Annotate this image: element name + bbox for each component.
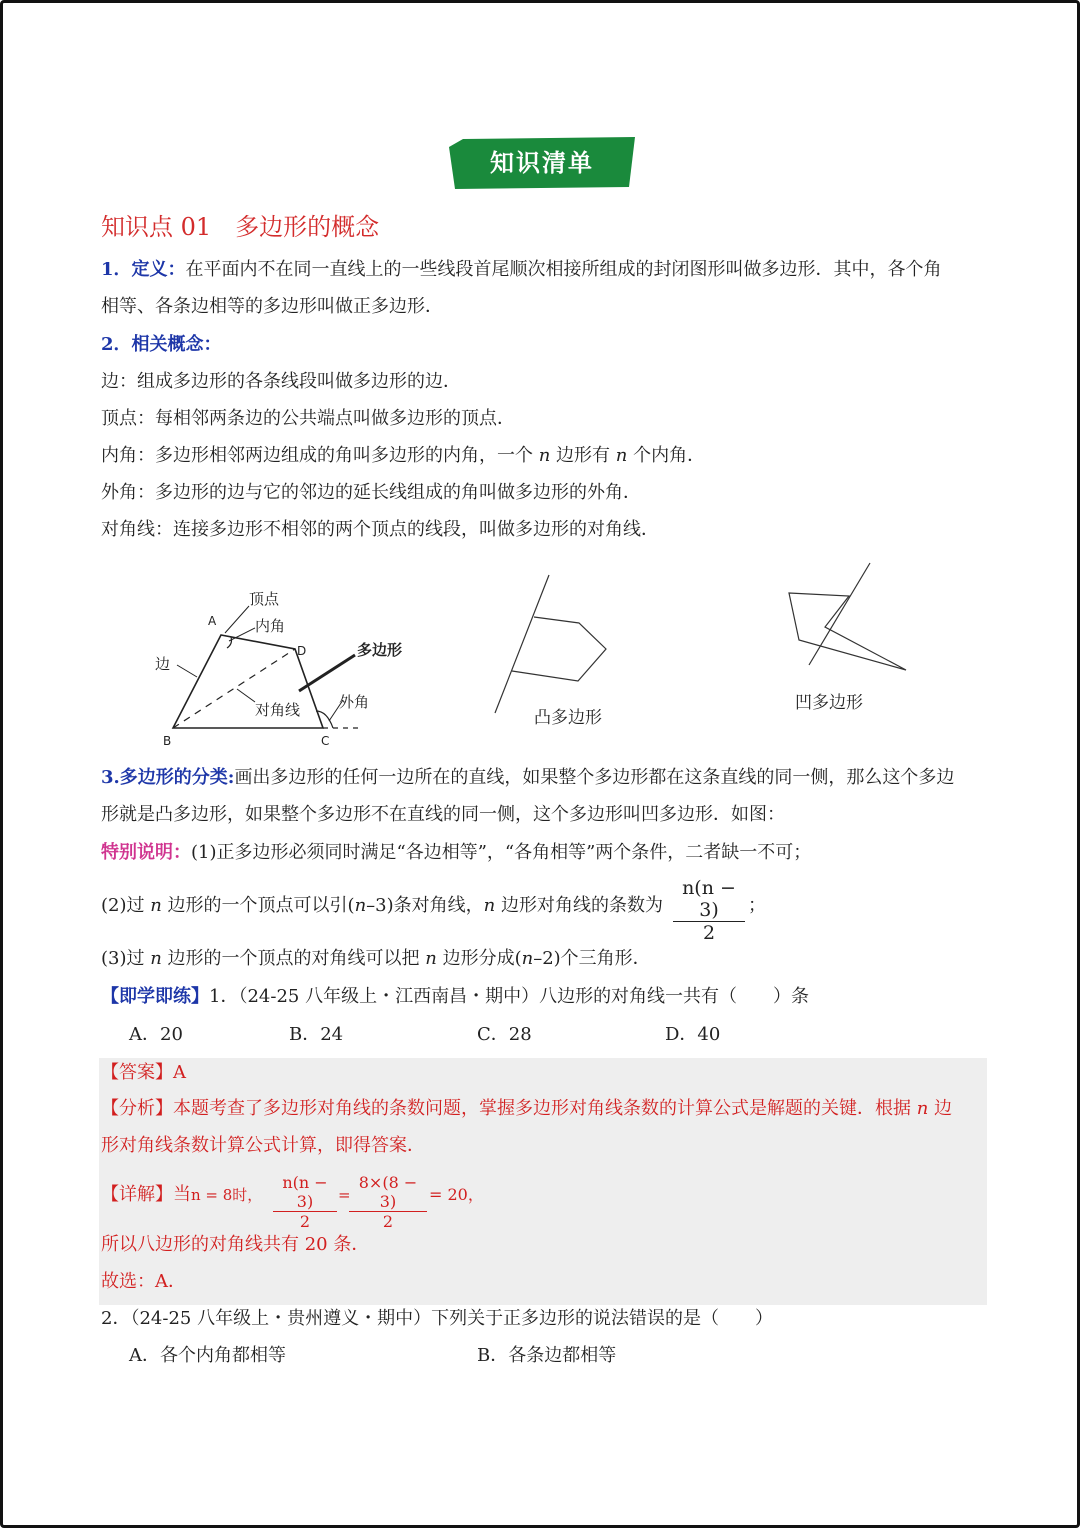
classify-label: 3.多边形的分类:: [101, 767, 235, 788]
interior-text-c: 个内角．: [627, 445, 706, 466]
interior-n-1: n: [538, 445, 551, 466]
diagonal-count-fraction: [673, 877, 745, 944]
label-exterior-angle: 外角: [339, 693, 370, 711]
p3-c: 边形分成(: [436, 948, 522, 969]
banner-title: 知识清单: [490, 149, 594, 177]
analysis-text-a: 【分析】本题考查了多边形对角线的条数问题，掌握多边形对角线条数的计算公式是解题的关键．根据: [101, 1098, 917, 1119]
label-side: 边: [155, 655, 171, 673]
special-line-3: [101, 947, 651, 971]
p3-b: 边形的一个顶点的对角线可以把: [161, 948, 426, 969]
related-side: 边：组成多边形的各条线段叫做多边形的边．: [101, 371, 461, 392]
question-1-text: 1．（24-25 八年级上・江西南昌・期中）八边形的对角线一共有（ ）条: [209, 986, 810, 1007]
p3-a: (3)过: [101, 948, 151, 969]
analysis-line-2: 形对角线条数计算公式计算，即得答案．: [101, 1135, 425, 1156]
option-c[interactable]: C．28: [477, 1024, 532, 1045]
fraction-denominator: 2: [702, 922, 716, 944]
polygon-diagrams: [3, 3, 1080, 763]
p3-d: –2)个三角形．: [533, 948, 651, 969]
label-vertex-a: A: [208, 614, 217, 628]
classify-line-2: 形就是凸多边形，如果整个多边形不在直线的同一侧，这个多边形叫凹多边形．如图：: [101, 804, 785, 825]
answer-line: 【答案】A: [101, 1062, 186, 1083]
p3-n3: n: [521, 948, 534, 969]
related-heading: 2．相关概念：: [101, 334, 222, 355]
p2-n3: n: [483, 895, 496, 916]
p2-n1: n: [150, 895, 162, 916]
p2-c: –3)条对角线，: [366, 895, 484, 916]
practice-question-1: [101, 985, 809, 1009]
interior-text-a: 内角：多边形相邻两边组成的角叫多边形的内角，一个: [101, 445, 539, 466]
detail-equals-1: =: [338, 1186, 351, 1204]
practice-question-2: 2．（24-25 八年级上・贵州遵义・期中）下列关于正多边形的说法错误的是（ ）: [101, 1308, 774, 1329]
p2-d: 边形对角线的条数为: [495, 895, 663, 916]
analysis-line-1: [101, 1097, 952, 1121]
detail-equals-2: = 20，: [429, 1185, 484, 1204]
label-interior-angle: 内角: [255, 617, 286, 635]
related-exterior: 外角：多边形的边与它的邻边的延长线组成的角叫做多边形的外角．: [101, 482, 641, 503]
option-b[interactable]: B．24: [289, 1024, 344, 1045]
special-line-2: [101, 894, 663, 918]
interior-n-2: n: [615, 445, 628, 466]
label-convex: 凸多边形: [534, 708, 602, 728]
detail-condition: n = 8时，: [191, 1186, 263, 1204]
fraction-numerator: n(n − 3): [682, 877, 736, 921]
practice-label: 【即学即练】: [101, 986, 209, 1007]
q2-option-b[interactable]: B．各条边都相等: [477, 1345, 617, 1366]
detail-frac1-num: n(n − 3): [282, 1173, 328, 1211]
detail-fraction-1: [273, 1173, 337, 1231]
definition-line-2: 相等、各条边相等的多边形叫做正多边形．: [101, 296, 443, 317]
answer-box: [99, 1058, 987, 1305]
choice-line: 故选：A．: [101, 1271, 186, 1292]
special-line-1: [101, 841, 811, 865]
p2-b: 边形的一个顶点可以引(: [161, 895, 355, 916]
p2-a: (2)过: [101, 895, 151, 916]
p3-n2: n: [425, 948, 437, 969]
label-vertex-b: B: [163, 734, 172, 748]
p3-n1: n: [150, 948, 162, 969]
label-diagonal: 对角线: [255, 701, 301, 719]
special-label: 特别说明：: [101, 842, 191, 863]
detail-label: 【详解】当: [101, 1184, 191, 1205]
label-vertex: 顶点: [249, 590, 280, 608]
label-vertex-c: C: [321, 734, 330, 748]
label-polygon: 多边形: [357, 641, 403, 659]
definition-label: 定义：: [131, 259, 186, 280]
classify-line-1: [101, 766, 954, 790]
option-d[interactable]: D．40: [665, 1024, 721, 1045]
section-title: 知识点 01 多边形的概念: [101, 213, 380, 241]
definition-number: 1．: [101, 259, 132, 280]
detail-frac1-den: 2: [299, 1212, 311, 1231]
label-vertex-d: D: [297, 644, 307, 658]
analysis-text-b: 边: [928, 1098, 953, 1119]
convex-figure: [495, 575, 606, 713]
option-a[interactable]: A．20: [129, 1024, 183, 1045]
detail-fraction-2: [349, 1173, 427, 1231]
q2-option-a[interactable]: A．各个内角都相等: [129, 1345, 286, 1366]
detail-line: [101, 1183, 262, 1207]
special-p1: (1)正多边形必须同时满足“各边相等”，“各角相等”两个条件，二者缺一不可；: [191, 842, 812, 863]
conclusion-line: 所以八边形的对角线共有 20 条．: [101, 1234, 370, 1255]
related-vertex: 顶点：每相邻两条边的公共端点叫做多边形的顶点．: [101, 408, 515, 429]
concave-figure: [789, 563, 906, 670]
classify-text-1: 画出多边形的任何一边所在的直线，如果整个多边形都在这条直线的同一侧，那么这个多边: [234, 767, 955, 788]
definition-text-1: 在平面内不在同一直线上的一些线段首尾顺次相接所组成的封闭图形叫做多边形．其中，各个角: [185, 259, 942, 280]
p2-tail: ；: [748, 895, 766, 916]
detail-frac2-num: 8×(8 − 3): [358, 1173, 418, 1211]
analysis-n: n: [916, 1098, 929, 1119]
interior-text-b: 边形有: [550, 445, 616, 466]
detail-frac2-den: 2: [382, 1212, 394, 1231]
related-diagonal: 对角线：连接多边形不相邻的两个顶点的线段，叫做多边形的对角线．: [101, 519, 659, 540]
p2-n2: n: [354, 895, 367, 916]
label-concave: 凹多边形: [795, 693, 863, 713]
